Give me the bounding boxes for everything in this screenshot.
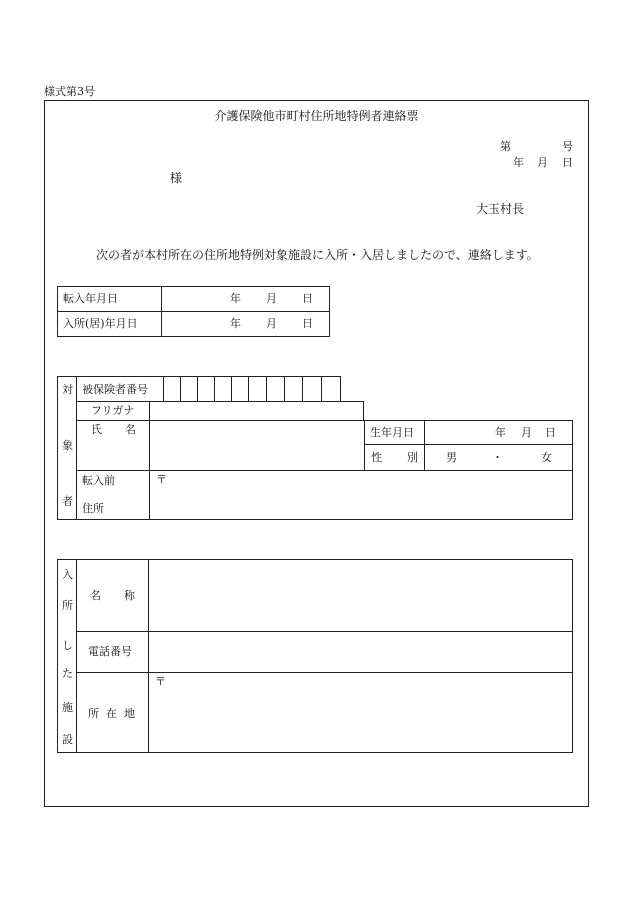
insured-number-label: 被保険者番号 — [82, 383, 148, 396]
insured-number-cell-7 — [284, 376, 285, 402]
move-in-date-nichi: 日 — [302, 292, 313, 305]
facility-name-label-1: 名 — [90, 589, 101, 602]
admission-date-label: 入所(居)年月日 — [63, 317, 138, 330]
insured-number-cell-4 — [231, 376, 232, 402]
insured-number-cell-2 — [197, 376, 198, 402]
admission-date-nichi: 日 — [302, 317, 313, 330]
furigana-divider — [149, 401, 150, 520]
birthdate-label: 生年月日 — [370, 426, 414, 439]
insured-number-divider — [163, 376, 164, 402]
move-in-date-nen: 年 — [230, 292, 241, 305]
insured-number-row-bottom — [76, 401, 364, 402]
subject-side-divider — [76, 376, 77, 520]
move-in-date-label: 転入年月日 — [63, 292, 118, 305]
sex-female: 女 — [541, 451, 552, 464]
facility-phone-row-bottom — [76, 672, 573, 673]
facility-name-row-bottom — [76, 631, 573, 632]
facility-side-char-3: し — [62, 639, 73, 652]
admission-date-nen: 年 — [230, 317, 241, 330]
dates-table-row-divider — [57, 311, 330, 312]
doc-date-nen: 年 — [513, 156, 524, 169]
prev-address-label-1: 転入前 — [82, 474, 115, 487]
insured-number-cell-1 — [180, 376, 181, 402]
insured-number-cell-3 — [214, 376, 215, 402]
sex-separator: ・ — [492, 451, 503, 464]
birthdate-col-divider — [364, 420, 365, 471]
dates-table-col-divider — [161, 286, 162, 337]
birthdate-gatsu: 月 — [521, 426, 532, 439]
addressee-sama: 様 — [170, 171, 183, 185]
facility-side-divider — [76, 559, 77, 753]
subject-table-bottom-edge — [57, 519, 573, 520]
subject-table-top-edge — [57, 376, 341, 377]
form-number: 様式第3号 — [44, 85, 95, 98]
birthdate-nen: 年 — [495, 426, 506, 439]
name-label-2: 名 — [125, 423, 136, 436]
name-label-1: 氏 — [91, 423, 102, 436]
prev-address-postal-mark: 〒 — [156, 473, 167, 486]
facility-side-char-1: 入 — [62, 568, 73, 581]
name-row-bottom — [76, 470, 573, 471]
doc-number-go: 号 — [562, 140, 573, 153]
sex-label-2: 別 — [407, 451, 418, 464]
sex-label-1: 性 — [371, 451, 382, 464]
body-text: 次の者が本村所在の住所地特例対象施設に入所・入居しましたので、連絡します。 — [96, 248, 539, 262]
facility-side-char-4: た — [62, 667, 73, 680]
birthdate-row-bottom — [364, 444, 573, 445]
doc-number-dai: 第 — [500, 140, 511, 153]
furigana-right-edge — [363, 401, 364, 421]
facility-side-char-6: 設 — [62, 733, 73, 746]
admission-date-gatsu: 月 — [266, 317, 277, 330]
furigana-label: フリガナ — [91, 404, 135, 417]
insured-number-right-edge — [340, 376, 341, 402]
facility-location-label-1: 所 — [88, 707, 99, 720]
subject-side-char-3: 者 — [62, 495, 73, 508]
facility-location-postal-mark: 〒 — [155, 675, 166, 688]
insured-number-cell-5 — [248, 376, 249, 402]
prev-address-label-2: 住所 — [82, 502, 104, 515]
facility-location-label-2: 在 — [106, 707, 117, 720]
insured-number-cell-6 — [266, 376, 267, 402]
doc-date-gatsu: 月 — [537, 156, 548, 169]
sex-male: 男 — [446, 451, 457, 464]
insured-number-cell-8 — [302, 376, 303, 402]
subject-table-left-edge — [57, 376, 58, 520]
subject-side-char-1: 対 — [62, 383, 73, 396]
subject-side-char-2: 象 — [62, 439, 73, 452]
facility-location-label-3: 地 — [124, 707, 135, 720]
sender-name: 大玉村長 — [476, 202, 525, 216]
doc-date-nichi: 日 — [562, 156, 573, 169]
facility-side-char-5: 施 — [62, 701, 73, 714]
furigana-row-bottom — [76, 420, 573, 421]
form-title: 介護保険他市町村住所地特例者連絡票 — [214, 109, 419, 123]
facility-phone-label: 電話番号 — [88, 645, 132, 658]
birthdate-nichi: 日 — [545, 426, 556, 439]
facility-side-char-2: 所 — [62, 599, 73, 612]
facility-label-divider — [148, 559, 149, 753]
move-in-date-gatsu: 月 — [266, 292, 277, 305]
birthdate-value-divider — [424, 420, 425, 471]
insured-number-cell-9 — [321, 376, 322, 402]
facility-name-label-2: 称 — [124, 589, 135, 602]
